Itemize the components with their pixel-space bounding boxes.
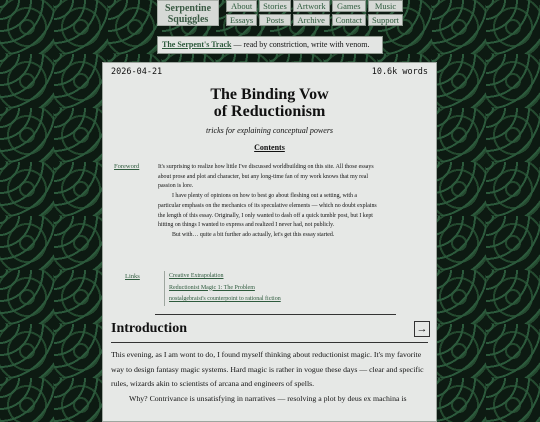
nav-artwork[interactable]: Artwork xyxy=(293,0,330,12)
logo-line-2: Squiggles xyxy=(167,14,209,25)
arrow-right-icon[interactable]: → xyxy=(414,321,430,337)
site-logo[interactable] xyxy=(157,0,219,26)
nav-posts[interactable]: Posts xyxy=(259,14,291,26)
foreword-text xyxy=(158,163,380,241)
title-line-1: The Binding Vow xyxy=(210,86,329,103)
nav-music[interactable]: Music xyxy=(368,0,403,12)
tagline-link[interactable]: The Serpent's Track xyxy=(162,40,232,49)
section-heading: Introduction xyxy=(111,321,187,336)
link-item[interactable]: nostalgebraist's counterpoint to rational fiction xyxy=(169,296,281,302)
foreword-paragraph-3: But with… quite a bit further ado actually, let's get this essay started. xyxy=(172,231,335,238)
heading-underline xyxy=(111,342,428,343)
nav-support[interactable]: Support xyxy=(368,14,403,26)
section-divider xyxy=(155,314,396,315)
word-count: 10.6k words xyxy=(371,67,428,77)
article-title xyxy=(103,86,436,120)
links-label: Links xyxy=(125,273,140,280)
link-item[interactable]: Reductionist Magic 1: The Problem xyxy=(169,284,255,291)
title-line-2: of Reductionism xyxy=(213,103,326,120)
article-panel xyxy=(102,62,437,422)
foreword-label[interactable]: Foreword xyxy=(114,163,140,170)
article-date: 2026-04-21 xyxy=(111,67,163,77)
logo-line-1: Serpentine xyxy=(164,3,212,14)
foreword-paragraph-2: I have plenty of opinions on how to best go about fleshing out a setting, with a particular emphasis on the mechanics of its speculative elements — which no doubt explains the length of this essay. Originally, I only wanted to dash off a quick tumblr post, but I kept hitting on things I wanted to express and realized I never had, not publicly. xyxy=(158,193,377,229)
nav-about[interactable]: About xyxy=(226,0,257,12)
nav-essays[interactable]: Essays xyxy=(226,14,257,26)
intro-paragraph-2: Why? Contrivance is unsatisfying in narratives — resolving a plot by deus ex machina is xyxy=(129,393,407,403)
tagline-text: — read by constriction, write with venom. xyxy=(231,40,370,49)
tagline-banner xyxy=(157,36,383,54)
article-meta xyxy=(111,67,428,79)
nav-games[interactable]: Games xyxy=(332,0,366,12)
nav-stories[interactable]: Stories xyxy=(259,0,291,12)
nav-archive[interactable]: Archive xyxy=(293,14,330,26)
main-nav xyxy=(226,0,403,26)
article-subtitle: tricks for explaining conceptual powers xyxy=(205,126,334,135)
article-body xyxy=(111,348,429,406)
intro-paragraph-1: This evening, as I am wont to do, I found myself thinking about reductionist magic. It's my favorite way to design fantasy magic systems. Hard magic is rather in vogue these days — clear and specific rules, wizards akin to scientists of arcana and engineers of spells. xyxy=(111,350,424,388)
contents-link[interactable]: Contents xyxy=(254,143,285,152)
links-list xyxy=(164,271,281,306)
nav-contact[interactable]: Contact xyxy=(332,14,366,26)
foreword-paragraph-1: It's surprising to realize how little I've discussed worldbuilding on this site. All those essays about prose and plot and character, but any long-time fan of my work knows that my real passion is lore. xyxy=(158,164,374,190)
link-item[interactable]: Creative Extrapolation xyxy=(169,273,224,279)
